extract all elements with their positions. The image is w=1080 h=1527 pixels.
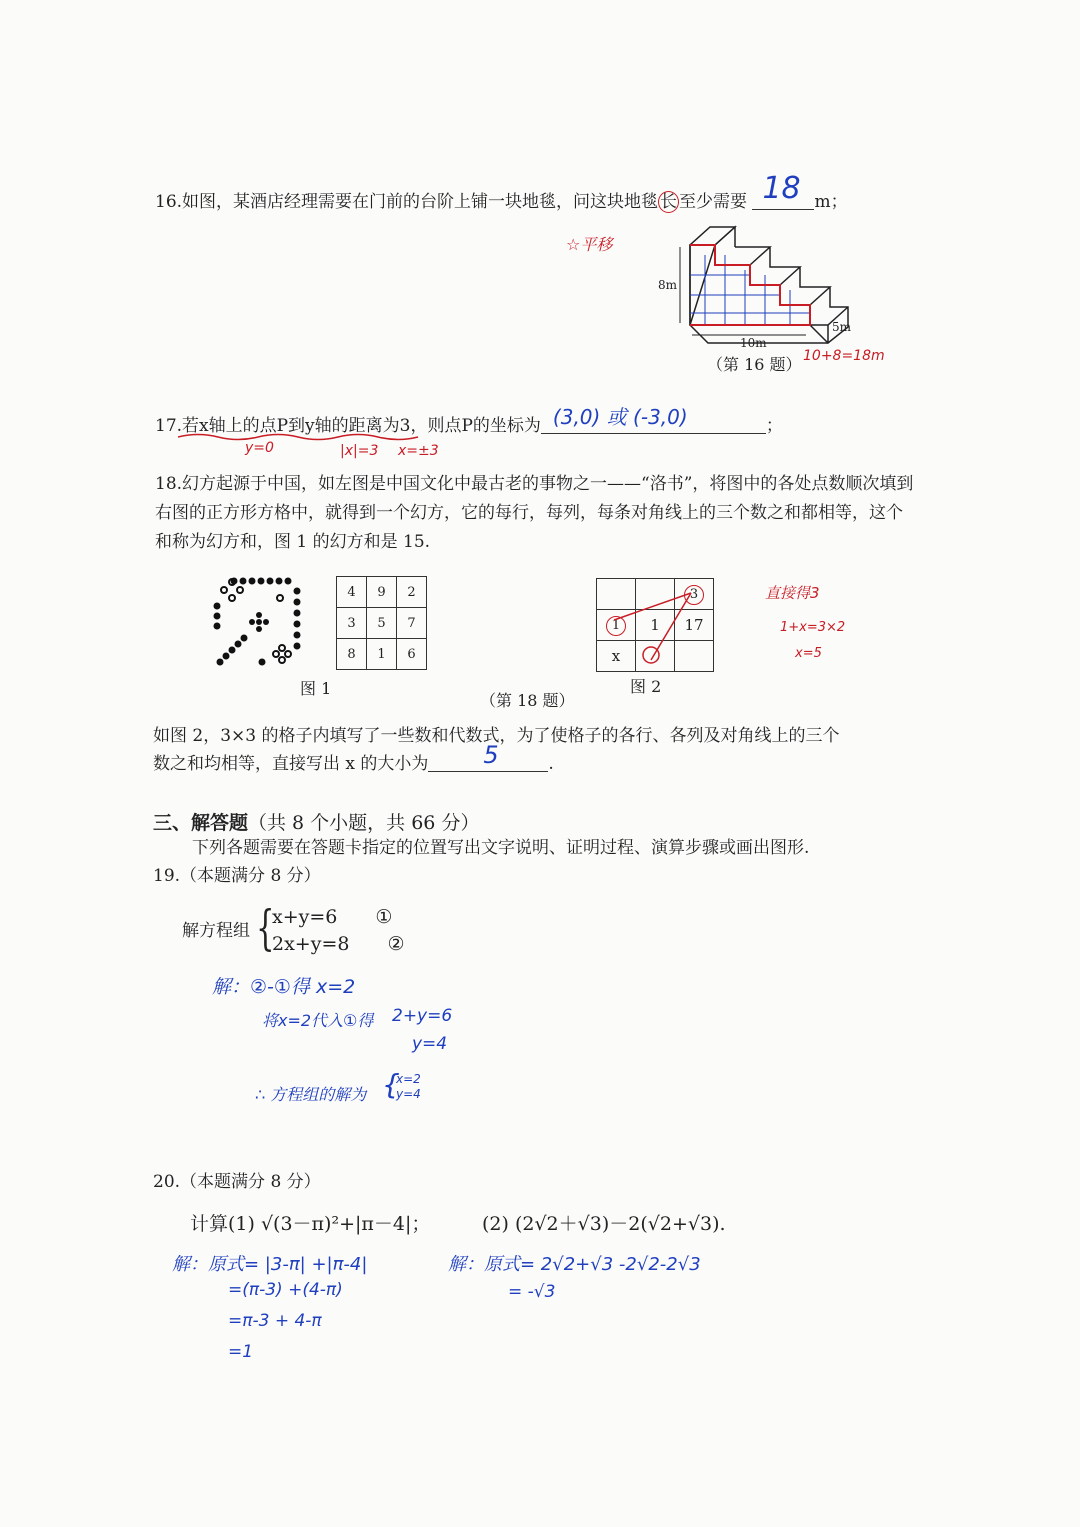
cell: 8 xyxy=(337,639,367,670)
luoshu-figure xyxy=(212,576,307,671)
q16-answer-blank xyxy=(752,171,814,210)
q18-caption: （第 18 题） xyxy=(480,691,575,710)
cell: 1 xyxy=(597,610,636,641)
q16-answer: 18 xyxy=(762,171,801,206)
cell: 5 xyxy=(367,608,397,639)
cell: 3 xyxy=(675,579,714,610)
label-10m: 10m xyxy=(740,336,767,350)
q19-solution-pair: x=2 y=4 xyxy=(396,1072,421,1101)
q18-part2-line2: 数之和均相等，直接写出 x 的大小为 5 . xyxy=(153,741,554,774)
q16-circled-char: 长 xyxy=(660,192,678,212)
q16-question: 16.如图，某酒店经理需要在门前的台阶上铺一块地毯，问这块地毯 长 至少需要 18 m； xyxy=(155,171,848,212)
q18-answer-blank xyxy=(428,741,548,772)
q20-s1a: 解：原式= |3-π| +|π-4| xyxy=(172,1254,368,1275)
label-8m: 8m xyxy=(658,278,678,292)
q18-note-c: x=5 xyxy=(795,646,822,661)
q20-s1c: =π-3 + 4-π xyxy=(228,1311,322,1331)
cell: 1 xyxy=(367,639,397,670)
q20-s1d: =1 xyxy=(228,1342,254,1362)
cell: 9 xyxy=(367,577,397,608)
q19-prompt: 解方程组 xyxy=(182,921,250,941)
cell: 4 xyxy=(337,577,367,608)
cell: 17 xyxy=(675,610,714,641)
q17-note3: x=±3 xyxy=(398,443,439,459)
q17-note1: y=0 xyxy=(245,440,274,456)
q19-sol4: y=4 xyxy=(412,1034,448,1054)
q18-paragraph: 18.幻方起源于中国，如左图是中国文化中最古老的事物之一——“洛书”，将图中的各处点数顺次填到右图的正方形方格中，就得到一个幻方，它的每行，每列，每条对角线上的三个数之和都相等，这个和称为幻方和，图 1 的幻方和是 15. xyxy=(155,474,914,552)
stairs-figure xyxy=(650,215,870,350)
q18-answer: 5 xyxy=(483,741,499,769)
q20-head: 20.（本题满分 8 分） xyxy=(153,1172,321,1192)
q18-note-a: 直接得3 xyxy=(765,584,820,602)
cell: 7 xyxy=(397,608,427,639)
grid2-annotations xyxy=(596,578,716,673)
q17-question: 17.若x轴上的点P到y轴的距离为3，则点P的坐标为 (3,0) 或 (-3,0) ； xyxy=(155,405,783,436)
q16-caption: （第 16 题） xyxy=(707,355,802,374)
q18-note-b: 1+x=3×2 xyxy=(780,620,846,635)
q20-s2a: 解：原式= 2√2+√3 -2√2-2√3 xyxy=(448,1254,701,1275)
q17-answer-blank xyxy=(541,405,766,434)
brace-icon: { xyxy=(256,900,275,956)
q18-part2-line1: 如图 2，3×3 的格子内填写了一些数和代数式，为了使格子的各行、各列及对角线上的三个 xyxy=(153,726,840,746)
cell: 6 xyxy=(397,639,427,670)
brace-icon: { xyxy=(382,1068,400,1101)
cell: 3 xyxy=(337,608,367,639)
cell: 1 xyxy=(636,610,675,641)
q16-calc: 10+8=18m xyxy=(803,348,885,364)
fig2-label: 图 2 xyxy=(630,677,662,696)
cell: x xyxy=(597,641,636,672)
section-3-title: 三、解答题（共 8 个小题，共 66 分） xyxy=(153,812,480,834)
q16-note: ☆平移 xyxy=(566,235,613,254)
fig1-label: 图 1 xyxy=(300,679,332,698)
q20-s1b: =(π-3) +(4-π) xyxy=(228,1280,343,1300)
q19-sol5: ∴ 方程组的解为 xyxy=(255,1085,367,1104)
q19-system: x+y=6 ① 2x+y=8 ② xyxy=(272,906,405,955)
q20-s2b: = -√3 xyxy=(508,1282,556,1302)
q20-part1: 计算(1) √(3－π)²+|π－4|； xyxy=(190,1213,431,1235)
section-3-desc: 下列各题需要在答题卡指定的位置写出文字说明、证明过程、演算步骤或画出图形. xyxy=(192,838,810,858)
q19-sol1: 解：②-①得 x=2 xyxy=(212,976,356,998)
q19-sol2: 将x=2代入①得 xyxy=(262,1011,374,1030)
q17-answer: (3,0) 或 (-3,0) xyxy=(552,405,688,429)
magic-square-1 xyxy=(336,576,427,670)
q19-head: 19.（本题满分 8 分） xyxy=(153,866,321,886)
q17-note2: |x|=3 xyxy=(340,443,379,459)
q17-underline xyxy=(178,432,428,442)
q19-sol3: 2+y=6 xyxy=(392,1006,453,1026)
cell: 2 xyxy=(397,577,427,608)
label-5m: 5m xyxy=(832,320,852,334)
q20-part2: (2) (2√2＋√3)－2(√2+√3). xyxy=(482,1213,726,1235)
